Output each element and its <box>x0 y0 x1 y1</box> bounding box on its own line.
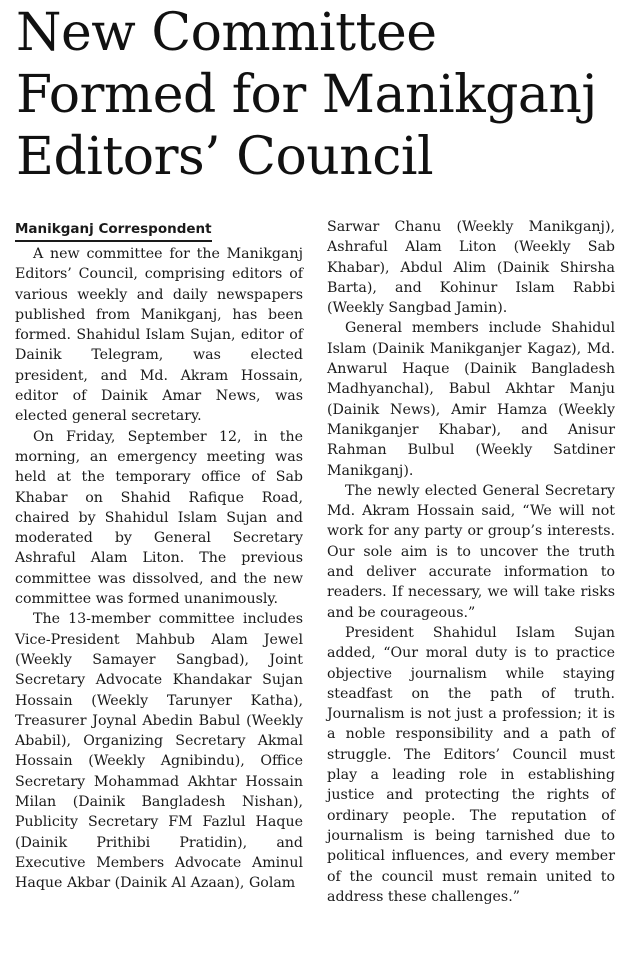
paragraph-intro: A new committee for the Manikganj Editors’ Council, comprising editors of various weekly and daily newspapers published from Manikganj, has been formed. Shahidul Islam Sujan, editor of Dainik Telegram, was elected president, and Md. Akram Hossain, editor of Dainik Amar News, was elected general secretary. <box>15 246 303 425</box>
headline: New Committee Formed for Manikganj Editors’ Council <box>16 3 598 187</box>
paragraph-secretary-quote: The newly elected General Secretary Md. Akram Hossain said, “We will not work for any party or group’s interests. Our sole aim is to uncover the truth and deliver accurate information to readers. If necessary, we will take risks and be courageous.” <box>327 482 615 621</box>
paragraph-committee: The 13-member committee includes Vice-President Mahbub Alam Jewel (Weekly Samayer Sangbad), Joint Secretary Advocate Khandakar Sujan Hossain (Weekly Tarunyer Katha), Treasurer Joynal Abedin Babul (Weekly Ababil), Organizing Secretary Akmal Hossain (Weekly Agnibindu), Office Secretary Mohammad Akhtar Hossain Milan (Dainik Bangladesh Nishan), Publicity Secretary FM Fazlul Haque (Dainik Prithibi Pratidin), and Executive Members Advocate Aminul Haque Akbar (Dainik Al Azaan), Golam <box>15 611 303 892</box>
paragraph-committee-continued: Sarwar Chanu (Weekly Manikganj), Ashraful Alam Liton (Weekly Sab Khabar), Abdul Alim (Dainik Shirsha Barta), and Kohinur Islam Rabbi (Weekly Sangbad Jamin). <box>327 219 615 317</box>
byline: Manikganj Correspondent <box>15 219 212 242</box>
paragraph-meeting: On Friday, September 12, in the morning, an emergency meeting was held at the temporary office of Sab Khabar on Shahid Rafique Road, chaired by Shahidul Islam Sujan and moderated by General Secretary Ashraful Alam Liton. The previous committee was dissolved, and the new committee was formed unanimously. <box>15 428 303 608</box>
article-column-right <box>327 217 615 907</box>
article-column-left <box>15 219 303 894</box>
paragraph-president-quote: President Shahidul Islam Sujan added, “Our moral duty is to practice objective journalism while staying steadfast on the path of truth. Journalism is not just a profession; it is a noble responsibility and a path of struggle. The Editors’ Council must play a leading role in establishing justice and protecting the rights of ordinary people. The reputation of journalism is being tarnished due to political influences, and every member of the council must remain united to address these challenges.” <box>327 624 615 905</box>
paragraph-general-members: General members include Shahidul Islam (Dainik Manikganjer Kagaz), Md. Anwarul Haque (Dainik Bangladesh Madhyanchal), Babul Akhtar Manju (Dainik News), Amir Hamza (Weekly Manikganjer Khabar), and Anisur Rahman Bulbul (Weekly Satdiner Manikganj). <box>327 320 615 479</box>
